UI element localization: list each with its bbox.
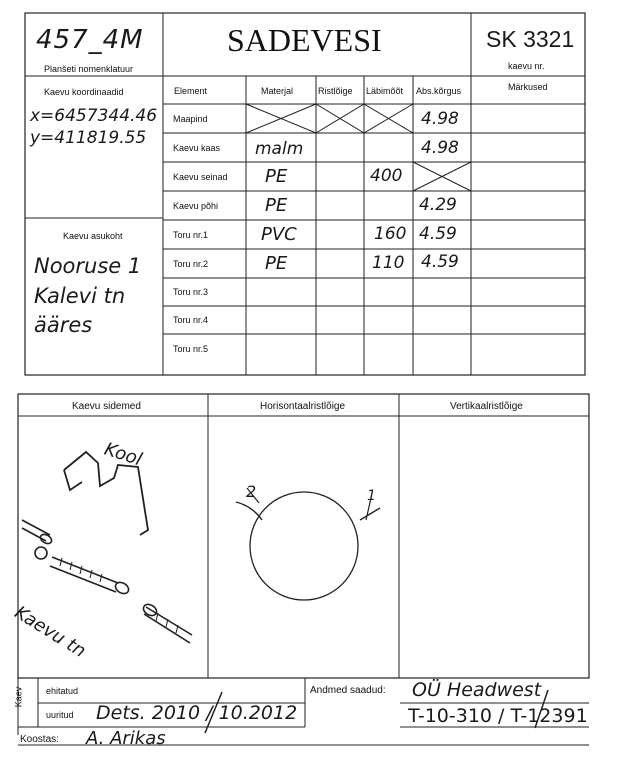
diameter-value: 160 xyxy=(374,224,407,244)
diameter-value: 110 xyxy=(372,253,405,273)
pipe-2-label: 2 xyxy=(246,482,257,501)
street-label: Kaevu tn xyxy=(10,602,90,662)
built-label: ehitatud xyxy=(46,686,79,696)
data-source-value: OÜ Headwest xyxy=(412,679,542,701)
row-label: Toru nr.4 xyxy=(173,315,209,325)
location-line-3: ääres xyxy=(34,313,93,337)
horizontal-section-header: Horisontaalristlõige xyxy=(260,401,346,412)
col-header-element: Element xyxy=(174,86,208,96)
surveyed-date-value: Dets. 2010 / 10.2012 xyxy=(96,702,298,724)
made-by-label: Koostas: xyxy=(20,734,59,745)
sheet-code-value: 457_4M xyxy=(36,25,144,55)
form-title: SADEVESI xyxy=(227,22,382,58)
row-label: Toru nr.5 xyxy=(173,344,209,354)
vertical-section-header: Vertikaalristlõige xyxy=(450,401,523,412)
col-header-material: Materjal xyxy=(261,86,294,96)
sidemed-header: Kaevu sidemed xyxy=(72,401,141,412)
abs-height-value: 4.98 xyxy=(421,109,459,129)
diameter-value: 400 xyxy=(370,166,403,186)
material-value: PE xyxy=(265,166,288,187)
col-header-cross-section: Ristlõige xyxy=(318,86,353,96)
abs-height-value: 4.98 xyxy=(421,138,459,158)
abs-height-value: 4.59 xyxy=(421,252,459,272)
kaev-label: Kaev xyxy=(13,686,24,708)
coordinates-label: Kaevu koordinaadid xyxy=(44,87,124,97)
surveyed-label: uuritud xyxy=(46,710,74,720)
col-header-remarks: Märkused xyxy=(508,82,548,92)
coordinate-y-value: y=411819.55 xyxy=(30,128,147,148)
abs-height-value: 4.29 xyxy=(419,195,457,215)
row-label: Toru nr.1 xyxy=(173,230,209,240)
row-label: Kaevu kaas xyxy=(173,143,221,153)
row-label: Maapind xyxy=(173,114,208,124)
col-header-abs-height: Abs.kõrgus xyxy=(416,86,462,96)
material-value: PE xyxy=(265,253,288,274)
location-line-1: Nooruse 1 xyxy=(34,254,142,278)
material-value: PE xyxy=(265,195,288,216)
row-label: Toru nr.2 xyxy=(173,259,209,269)
made-by-value: A. Arikas xyxy=(86,728,166,749)
pipe-1-label: 1 xyxy=(367,488,376,504)
material-value: malm xyxy=(255,139,304,159)
school-label: Kool xyxy=(101,438,145,471)
well-number-label: kaevu nr. xyxy=(508,61,545,71)
location-label: Kaevu asukoht xyxy=(63,231,123,241)
row-label: Toru nr.3 xyxy=(173,287,209,297)
sheet-code-label: Planšeti nomenklatuur xyxy=(44,64,134,74)
location-line-2: Kalevi tn xyxy=(34,284,126,308)
abs-height-value: 4.59 xyxy=(419,224,457,244)
row-label: Kaevu seinad xyxy=(173,172,228,182)
data-source-code: T-10-310 / T-12391 xyxy=(408,705,588,727)
coordinate-x-value: x=6457344.46 xyxy=(30,106,158,126)
well-number-value: SK 3321 xyxy=(486,26,575,52)
row-label: Kaevu põhi xyxy=(173,201,219,211)
data-source-label: Andmed saadud: xyxy=(310,685,386,696)
col-header-diameter: Läbimõõt xyxy=(366,86,404,96)
manhole-circle xyxy=(250,492,358,600)
material-value: PVC xyxy=(261,224,297,245)
